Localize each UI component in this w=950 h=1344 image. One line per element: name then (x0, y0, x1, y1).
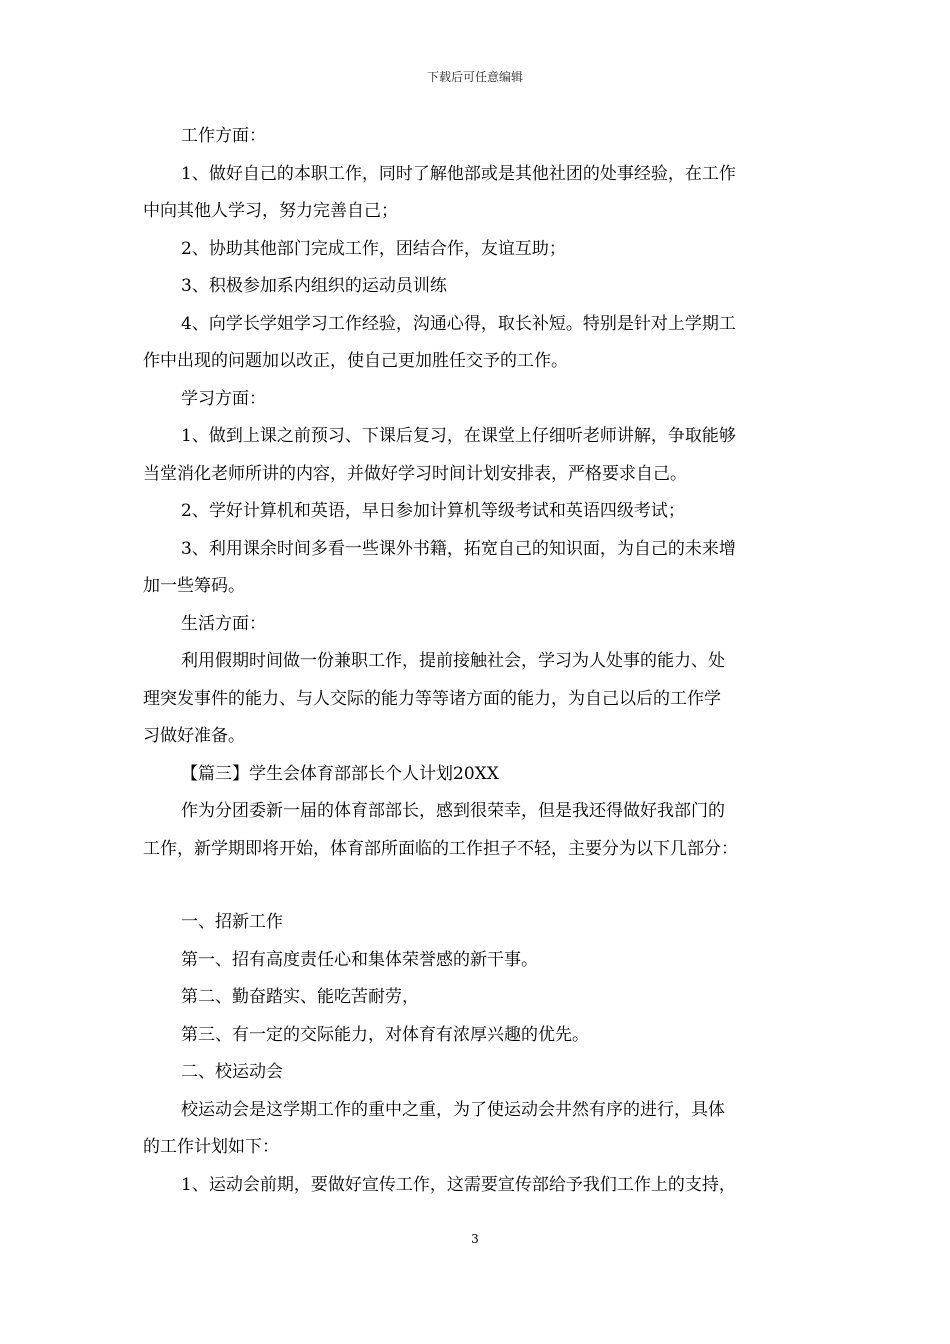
paragraph-intro (143, 793, 808, 868)
page-number: 3 (471, 1232, 479, 1246)
line: 的工作计划如下： (143, 1137, 279, 1157)
paragraph-work-item-2 (143, 231, 808, 269)
paragraph-sports-meet (143, 1092, 808, 1167)
paragraph-sports-meet-item-1 (143, 1167, 808, 1205)
line: 加一些筹码。 (143, 576, 245, 596)
section-title (143, 756, 808, 794)
line: 4、向学长学姐学习工作经验，沟通心得，取长补短。特别是针对上学期工 (181, 313, 736, 334)
line: 中向其他人学习，努力完善自己； (143, 201, 398, 221)
heading-sports-meet (143, 1054, 808, 1092)
paragraph-recruit-2 (143, 979, 808, 1017)
heading-recruitment (143, 904, 808, 942)
document-body (143, 118, 808, 1204)
line: 1、运动会前期，要做好宣传工作，这需要宣传部给予我们工作上的支持， (181, 1174, 736, 1195)
line: 校运动会是这学期工作的重中之重，为了使运动会井然有序的进行，具体 (181, 1099, 725, 1120)
line: 第三、有一定的交际能力，对体育有浓厚兴趣的优先。 (181, 1024, 589, 1045)
line: 第二、勤奋踏实、能吃苦耐劳， (181, 987, 419, 1007)
blank-line (143, 868, 808, 904)
line: 【篇三】学生会体育部部长个人计划20XX (181, 763, 499, 784)
line: 3、积极参加系内组织的运动员训练 (181, 276, 447, 296)
paragraph-work-heading (143, 118, 808, 156)
line: 理突发事件的能力、与人交际的能力等等诸方面的能力，为自己以后的工作学 (143, 688, 721, 709)
paragraph-work-item-1 (143, 156, 808, 231)
line: 2、学好计算机和英语，早日参加计算机等级考试和英语四级考试； (181, 501, 685, 521)
line: 3、利用课余时间多看一些课外书籍，拓宽自己的知识面，为自己的未来增 (181, 538, 736, 559)
line: 学习方面： (181, 388, 266, 409)
paragraph-work-item-4 (143, 306, 808, 381)
line: 利用假期时间做一份兼职工作，提前接触社会，学习为人处事的能力、处 (181, 651, 725, 671)
line: 作为分团委新一届的体育部部长，感到很荣幸，但是我还得做好我部门的 (181, 801, 725, 821)
paragraph-study-item-3 (143, 531, 808, 606)
line: 工作方面： (181, 126, 266, 146)
line: 习做好准备。 (143, 726, 245, 746)
line: 1、做到上课之前预习、下课后复习，在课堂上仔细听老师讲解，争取能够 (181, 426, 736, 446)
line: 一、招新工作 (181, 912, 283, 932)
paragraph-recruit-3 (143, 1017, 808, 1055)
paragraph-study-item-2 (143, 493, 808, 531)
line: 生活方面： (181, 613, 266, 634)
line: 第一、招有高度责任心和集体荣誉感的新干事。 (181, 949, 538, 970)
line: 当堂消化老师所讲的内容，并做好学习时间计划安排表，严格要求自己。 (143, 463, 687, 484)
line: 作中出现的问题加以改正，使自己更加胜任交予的工作。 (143, 351, 568, 371)
line: 二、校运动会 (181, 1062, 283, 1082)
paragraph-life-heading (143, 606, 808, 644)
line: 1、做好自己的本职工作，同时了解他部或是其他社团的处事经验，在工作 (181, 163, 736, 184)
line: 2、协助其他部门完成工作，团结合作，友谊互助； (181, 238, 566, 259)
page-header: 下载后可任意编辑 (426, 70, 523, 84)
paragraph-life-body (143, 643, 808, 756)
paragraph-recruit-1 (143, 942, 808, 980)
paragraph-study-heading (143, 381, 808, 419)
paragraph-study-item-1 (143, 418, 808, 493)
paragraph-work-item-3 (143, 268, 808, 306)
line: 工作，新学期即将开始，体育部所面临的工作担子不轻，主要分为以下几部分： (143, 838, 738, 859)
